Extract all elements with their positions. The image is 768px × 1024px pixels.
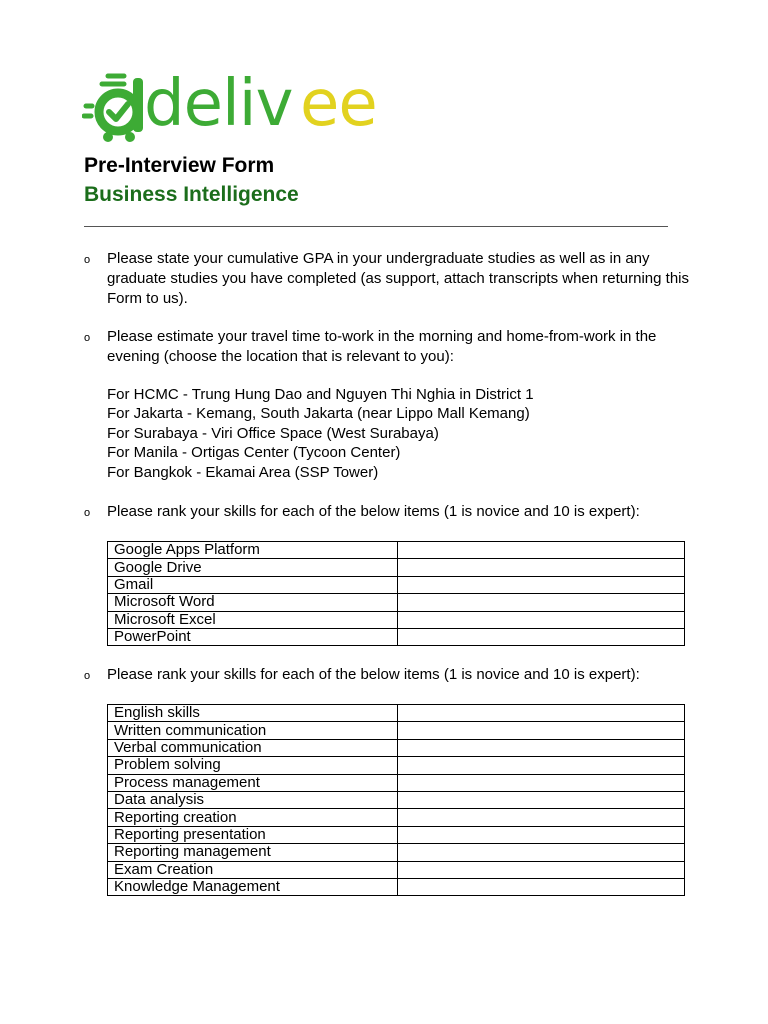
bullet-icon: o: [84, 254, 91, 266]
skill-rating-cell[interactable]: [398, 722, 685, 739]
table-row: [108, 739, 685, 756]
table-row: [108, 774, 685, 791]
form-title: Pre-Interview Form: [84, 154, 275, 177]
skill-name: Reporting management: [108, 844, 398, 861]
skill-name: Exam Creation: [108, 861, 398, 878]
skill-rating-cell[interactable]: [398, 809, 685, 826]
question-software-skills: Please rank your skills for each of the below items (1 is novice and 10 is expert):: [107, 503, 640, 520]
table-row: [108, 722, 685, 739]
table-row: [108, 878, 685, 895]
question-travel-time: Please estimate your travel time to-work in the morning and home-from-work in the evening (choose the location that is relevant to you):: [107, 328, 657, 365]
table-row: [108, 861, 685, 878]
skill-name: Google Apps Platform: [108, 542, 398, 559]
form-subtitle: Business Intelligence: [84, 183, 299, 206]
table-row: [108, 826, 685, 843]
location-surabaya: For Surabaya - Viri Office Space (West Surabaya): [107, 425, 439, 442]
soft-skills-table: [107, 704, 685, 896]
skill-name: Reporting creation: [108, 809, 398, 826]
table-row: [108, 576, 685, 593]
skill-name: Google Drive: [108, 559, 398, 576]
skill-name: Reporting presentation: [108, 826, 398, 843]
skill-rating-cell[interactable]: [398, 628, 685, 645]
skill-rating-cell[interactable]: [398, 594, 685, 611]
title-divider: [84, 226, 668, 227]
location-jakarta: For Jakarta - Kemang, South Jakarta (near Lippo Mall Kemang): [107, 405, 530, 422]
skill-name: Verbal communication: [108, 739, 398, 756]
skill-rating-cell[interactable]: [398, 739, 685, 756]
skill-rating-cell[interactable]: [398, 542, 685, 559]
question-gpa: Please state your cumulative GPA in your undergraduate studies as well as in any graduate studies you have completed (as support, attach transcripts when returning this Form to us).: [107, 250, 689, 307]
skill-name: English skills: [108, 705, 398, 722]
software-skills-table: [107, 541, 685, 646]
skill-rating-cell[interactable]: [398, 861, 685, 878]
location-hcmc: For HCMC - Trung Hung Dao and Nguyen Thi Nghia in District 1: [107, 386, 534, 403]
skill-rating-cell[interactable]: [398, 844, 685, 861]
logo-wordmark-yellow: ee: [300, 67, 377, 141]
table-row: [108, 705, 685, 722]
skill-rating-cell[interactable]: [398, 826, 685, 843]
skill-name: Problem solving: [108, 757, 398, 774]
skill-name: Written communication: [108, 722, 398, 739]
bullet-icon: o: [84, 507, 91, 519]
skill-name: Knowledge Management: [108, 878, 398, 895]
table-row: [108, 594, 685, 611]
table-row: [108, 809, 685, 826]
table-row: [108, 791, 685, 808]
skill-rating-cell[interactable]: [398, 559, 685, 576]
question-soft-skills: Please rank your skills for each of the below items (1 is novice and 10 is expert):: [107, 666, 640, 683]
bullet-icon: o: [84, 332, 91, 344]
table-row: [108, 542, 685, 559]
skill-rating-cell[interactable]: [398, 576, 685, 593]
skill-name: Gmail: [108, 576, 398, 593]
skill-name: Microsoft Word: [108, 594, 398, 611]
skill-rating-cell[interactable]: [398, 705, 685, 722]
table-row: [108, 559, 685, 576]
bullet-icon: o: [84, 670, 91, 682]
logo-wordmark-green: deliv: [144, 67, 293, 141]
skill-rating-cell[interactable]: [398, 774, 685, 791]
skill-name: Process management: [108, 774, 398, 791]
table-row: [108, 757, 685, 774]
table-row: [108, 611, 685, 628]
skill-name: Microsoft Excel: [108, 611, 398, 628]
skill-rating-cell[interactable]: [398, 611, 685, 628]
skill-rating-cell[interactable]: [398, 878, 685, 895]
skill-name: Data analysis: [108, 791, 398, 808]
table-row: [108, 628, 685, 645]
deliveree-logo: [82, 67, 412, 144]
delivery-cart-d-icon: [82, 72, 152, 144]
location-bangkok: For Bangkok - Ekamai Area (SSP Tower): [107, 464, 379, 481]
skill-rating-cell[interactable]: [398, 791, 685, 808]
skill-name: PowerPoint: [108, 628, 398, 645]
location-manila: For Manila - Ortigas Center (Tycoon Center): [107, 444, 401, 461]
table-row: [108, 844, 685, 861]
skill-rating-cell[interactable]: [398, 757, 685, 774]
